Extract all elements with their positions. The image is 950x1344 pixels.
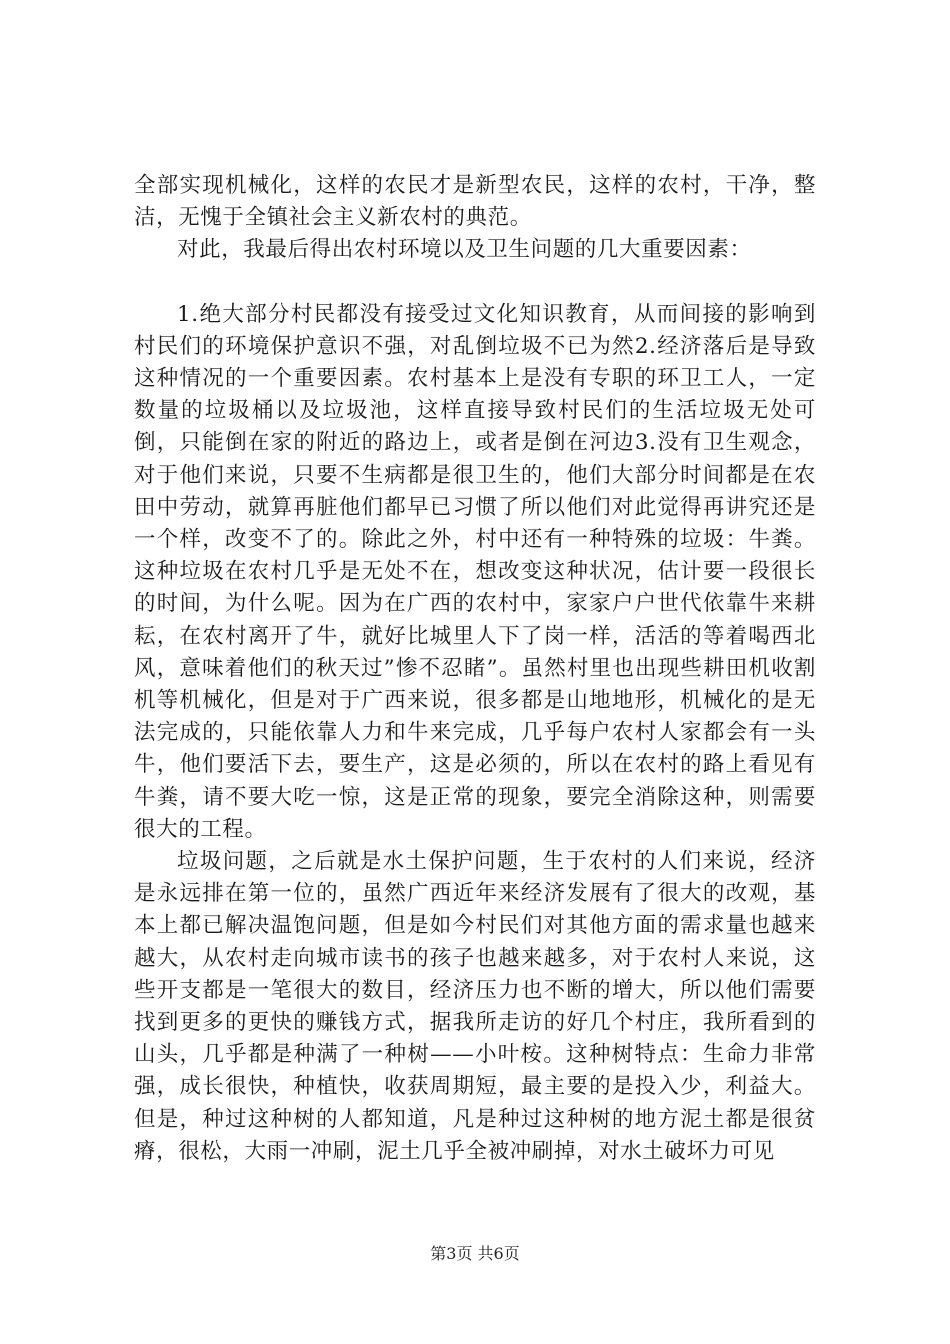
document-body [134,170,816,1168]
paragraph-factors-intro: 对此，我最后得出农村环境以及卫生问题的几大重要因素： [177,237,752,263]
paragraph-factors-list: 1.绝大部分村民都没有接受过文化知识教育，从而间接的影响到村民们的环境保护意识不强，对乱倒垃圾不已为然2.经济落后是导致这种情况的一个重要因素。农村基本上是没有专职的环卫工人，一定数量的垃圾桶以及垃圾池，这样直接导致村民们的生活垃圾无处可倒，只能倒在家的附近的路边上，或者是倒在河边3.没有卫生观念，对于他们来说，只要不生病都是很卫生的，他们大部分时间都是在农田中劳动，就算再脏他们都早已习惯了所以他们对此觉得再讲究还是一个样，改变不了的。除此之外，村中还有一种特殊的垃圾：牛粪。这种垃圾在农村几乎是无处不在，想改变这种状况，估计要一段很长的时间，为什么呢。因为在广西的农村中，家家户户世代依靠牛来耕耘，在农村离开了牛，就好比城里人下了岗一样，活活的等着喝西北风，意味着他们的秋天过”惨不忍睹”。虽然村里也出现些耕田机收割机等机械化，但是对于广西来说，很多都是山地地形，机械化的是无法完成的，只能依靠人力和牛来完成，几乎每户农村人家都会有一头牛，他们要活下去，要生产，这是必须的，所以在农村的路上看见有牛粪，请不要大吃一惊，这是正常的现象，要完全消除这种，则需要很大的工程。 [134,301,816,842]
paragraph-continuation: 全部实现机械化，这样的农民才是新型农民，这样的农村，干净，整洁，无愧于全镇社会主义新农村的典范。 [134,173,816,231]
paragraph-soil-erosion: 垃圾问题，之后就是水土保护问题，生于农村的人们来说，经济是永远排在第一位的，虽然广西近年来经济发展有了很大的改观，基本上都已解决温饱问题，但是如今村民们对其他方面的需求量也越来越大，从农村走向城市读书的孩子也越来越多，对于农村人来说，这些开支都是一笔很大的数目，经济压力也不断的增大，所以他们需要找到更多的更快的赚钱方式，据我所走访的好几个村庄，我所看到的山头，几乎都是种满了一种树——小叶桉。这种树特点：生命力非常强，成长很快，种植快，收获周期短，最主要的是投入少，利益大。但是，种过这种树的人都知道，凡是种过这种树的地方泥土都是很贫瘠，很松，大雨一冲刷，泥土几乎全被冲刷掉，对水土破坏力可见 [134,849,816,1164]
page-number-footer: 第3页 共6页 [430,1244,520,1263]
